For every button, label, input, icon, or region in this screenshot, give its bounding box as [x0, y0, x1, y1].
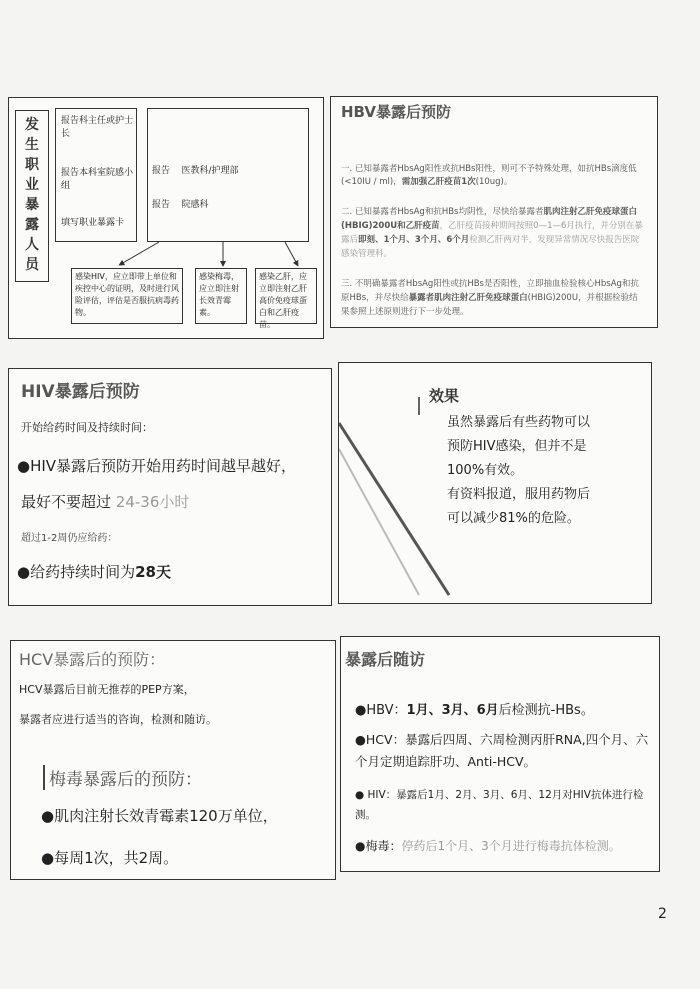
effect-line: 虽然暴露后有些药物可以 [447, 415, 591, 430]
hbv-panel [330, 96, 658, 328]
followup-panel [340, 636, 660, 872]
flowchart-panel [8, 97, 324, 339]
report2: 报告 院感科 [152, 200, 209, 210]
syphilis-bullet1: ●肌肉注射长效青霉素120万单位， [41, 807, 278, 825]
hcv-line1: HCV暴露后目前无推荐的PEP方案， [19, 683, 195, 696]
hiv-title: HIV暴露后预防 [21, 382, 140, 402]
fill-exposure-card: 填写职业暴露卡 [61, 218, 125, 228]
effect-line: 预防HIV感染，但并不是 [447, 439, 587, 454]
syphilis-title: 梅毒暴露后的预防： [43, 765, 202, 790]
hcv-panel [10, 640, 336, 880]
page-number: 2 [658, 906, 667, 922]
hbv-item1: 一. 已知暴露者HbsAg阳性或抗HBs阳性，则可不予特殊处理，如抗HBs滴度低(<10IU / ml)，需加强乙肝疫苗1次(10ug)。 [341, 164, 637, 187]
effect-line: 有资料报道，服用药物后 [447, 487, 591, 502]
vertical-label-char: 职 [25, 157, 39, 173]
followup-title: 暴露后随访 [345, 650, 426, 669]
outcome-hbv: 感染乙肝，应立即注射乙肝高价免疫球蛋白和乙肝疫苗。 [255, 268, 317, 324]
effect-panel [338, 362, 652, 604]
followup-hcv: ●HCV：暴露后四周、六周检测丙肝RNA,四个月、六个月定期追踪肝功、Anti-HCV。 [355, 732, 649, 769]
hcv-title: HCV暴露后的预防： [19, 650, 166, 669]
syphilis-bullet2: ●每周1次，共2周。 [41, 849, 179, 867]
vertical-label-char: 暴 [25, 197, 39, 213]
outcome-hiv: 感染HIV，应立即带上单位和疾控中心的证明，及时进行风险评估，评估是否服抗病毒药物。 [71, 268, 183, 324]
report-head-nurse: 报告科主任或护士长 [61, 116, 134, 139]
hbv-title: HBV暴露后预防 [341, 103, 451, 121]
hbv-item2: 二. 已知暴露者HbsAg和抗HBs均阴性，尽快给暴露者肌肉注射乙肝免疫球蛋白(HBIG)200U和乙肝疫苗，乙肝疫苗接种期间按照0—1—6月执行，并分别在暴露后即刻、1个月、3个月、6个月检测乙肝两对半，发现异常情况尽快报告医院感染管理科。 [341, 207, 643, 259]
hiv-bullet2: ●给药持续时间为28天 [17, 563, 171, 581]
followup-syphilis: ●梅毒：停药后1个月、3个月进行梅毒抗体检测。 [355, 839, 621, 853]
report-infection-group: 报告本科室院感小组 [61, 168, 134, 191]
effect-title: 效果 [429, 387, 460, 405]
hiv-bullet1: ●HIV暴露后预防开始用药时间越早越好， [17, 457, 297, 475]
followup-hbv: ●HBV：1月、3月、6月后检测抗-HBs。 [355, 703, 594, 718]
vertical-label-char: 发 [25, 117, 39, 133]
hiv-subtitle: 开始给药时间及持续时间： [21, 421, 153, 434]
report1: 报告 医教科/护理部 [152, 166, 239, 176]
vertical-label-char: 露 [25, 217, 39, 233]
hbv-item3: 三. 不明确暴露者HbsAg阳性或抗HBs是否阳性，立即抽血检验核心HbsAg和抗原HBs，并尽快给暴露者肌肉注射乙肝免疫球蛋白(HBIG)200U，并根据检验结果参照上述原则进行下一步处理。 [341, 279, 639, 317]
hiv-note: 超过1-2周仍应给药： [21, 533, 118, 544]
vertical-label-char: 业 [25, 177, 39, 193]
vertical-label-char: 员 [25, 257, 39, 273]
outcome-syphilis: 感染梅毒，应立即注射长效青霉素。 [195, 268, 247, 324]
hcv-line2: 暴露者应进行适当的咨询，检测和随访。 [19, 713, 217, 726]
followup-hiv: ● HIV：暴露后1月、2月、3月、6月、12月对HIV抗体进行检测。 [355, 789, 644, 821]
hiv-panel [8, 368, 332, 606]
effect-line: 100%有效。 [447, 463, 524, 478]
effect-line: 可以减少81%的危险。 [447, 511, 580, 526]
effect-body [447, 411, 590, 531]
hiv-line2: 最好不要超过 24-36小时 [21, 493, 190, 511]
vertical-label-char: 生 [25, 137, 39, 153]
vertical-label-char: 人 [25, 237, 39, 253]
